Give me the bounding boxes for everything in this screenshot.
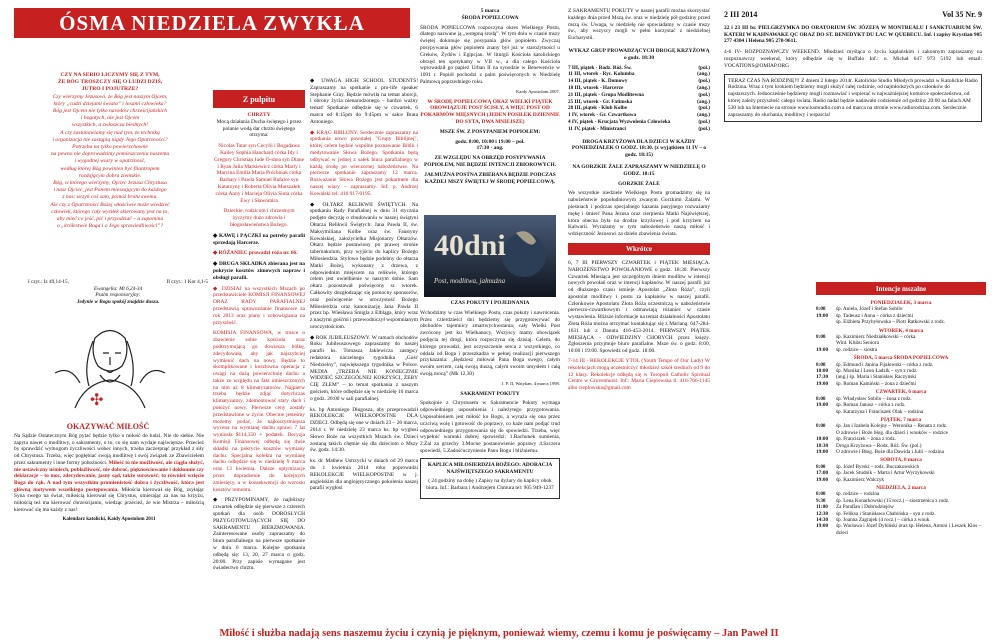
intencje-text: śp. rodzice – siostra bbox=[836, 346, 878, 353]
intencje-text: śp. Monika i Leon Ładzik – syn z rodz. bbox=[836, 368, 918, 375]
jesus-sketch-icon bbox=[35, 313, 185, 413]
group-name: 7 III, piątek - Rodz. Róż. Św. bbox=[568, 64, 632, 71]
krag-text: KRĄG BIBLIJNY. Serdecznie zapraszamy na spotkania nowo powstałej "Grupy Biblijnej", której celem będzie wspólne poznawanie Biblii i medytowanie Słowa Bożego. Spotkania będą odbywać w jednej z sałek biura parafialnego w każdą środę po wieczornej nabożeństwie. Na pierwsze spotkanie zapraszamy 12 marca. Rozważanie Słowa Bożego jest pokarmem dla naszej wiary – zapraszamy. Inf. p. Andrzej Kowalski tel: 416 917-0195. bbox=[310, 129, 418, 197]
readings bbox=[28, 279, 208, 305]
intencje-time: 9:30 bbox=[816, 497, 826, 504]
poem-line: i nasz Ojciec, jest Panem mieszającym do każdego bbox=[53, 187, 167, 194]
chrzty-title: CHRZTY bbox=[247, 112, 271, 118]
group-name: 14 III, piątek - K. Domowy bbox=[568, 78, 628, 85]
group-name: 4 IV, piątek - Krucjata Wyzwolenia Człowieka bbox=[568, 118, 671, 125]
intencje-text: Za Parafian i Dobrodziejów bbox=[836, 504, 894, 511]
intencje-text: śp. Joanna Zagrajek (4 rocz.) – córka z wnuk. bbox=[836, 517, 931, 523]
komisja-notice: KOMISJA FINANSOWA, w trosce o zbawienie sobie kościoła oraz podtrzymującą go dowiesza bólkę, zdecydowała, aby jak najszybciej wymienić dach na nowy. Będzie to skomplikowane i kosztowna operacja z uwagi na dużą powierzchnię dachu a także ze względu na fakt umieszczonych na nim aż 8 klimatyzatorów. Najpierw trzeba będzie zdjąć dotychczas klimatyzatory, zdemontować stary dach i położyć nowy. Pierwsze ceny zostały przedstawione w życie. Obecnie jesteśmy możemy podać, że najkorzystniejsza wycena na wymianę dachu sprawi 7 lat wyniosła $114,350 + podatek. Decyzja Komisji Finansowej odbędą się dwie składki na pokrycie kosztów wymiany dachu. Specjalna kolekta na wymianę dachu odbędzie się w niedzielę 9 marca oraz 13 kwietnia. Dalsze optymizacje przez dopradzenie do kolejnych zmiesięcy, a w konsekwencji do wzrostu kosztów remontu. bbox=[213, 330, 305, 493]
ks2-notice: ks. dr. Mathew Ustrzycki w dniach od 29 marca do 1 kwietnia 2014 roku poprowadzi REKOLEKCJE WIELKOPOSTNE w j. angielskim dla anglojęzycznego pokolenia naszej parafii wygłosi bbox=[310, 458, 418, 492]
droga-group-row bbox=[568, 92, 710, 99]
intencje-text: śp. Feliksa i Stanisława Chabińska – syn z rodz. bbox=[836, 510, 936, 517]
gospel: Ewangelia: Mt 6,24-34 bbox=[93, 285, 143, 292]
page-title bbox=[14, 8, 410, 38]
poem-line: Bóg, w którego wierzymy, Ojciec Jezusa Chrystusa bbox=[53, 180, 167, 187]
pulpit-column bbox=[213, 112, 305, 576]
intencje-text: śp. Wacława i Józef Dybiński oraz śp. Helena, Antoni i Leszek Klos – dzieci bbox=[836, 523, 982, 536]
uwaga-notice: ◆ UWAGA HIGH SCHOOL STUDENTS! Zapraszamy na spotkanie z pro-life speaker Stephanie Gray. Będzie mówiła na temat aborcji, i obrony życia nienarodzonego – bardzo ważny temat! Spotkanie odbędzie się w czwartek, 6 marca od 8:15pm do 9:45pm w sałce Brata Antoniego. bbox=[310, 78, 418, 125]
droga-group-row bbox=[568, 71, 710, 78]
kaplica-title: KAPLICA MIŁOSIERDZIA BOŻEGO: ADORACJA NAJŚWIĘTSZEGO SAKRAMENTU bbox=[427, 461, 553, 475]
poem-line: Potrzeba na tylko powierzchowne bbox=[72, 144, 148, 151]
chrzty-wish: Dzieckie, rodzicom i chrzestnym życzymy dużo zdrowia i błogosławieństwa Bożego. bbox=[223, 208, 295, 228]
sroda-src: Kaidy Apostolom 2007. bbox=[515, 88, 560, 94]
msze-times: godz. 8:00, 10:00 i 19:00 – pol. bbox=[455, 138, 525, 145]
intencje-time: 19:00 bbox=[816, 312, 829, 319]
intencje-list bbox=[816, 298, 986, 536]
col6 bbox=[724, 12, 982, 122]
intencje-text: śp. Jacek Studnik – Marta i Artur Wyrzykowski bbox=[836, 470, 935, 477]
droga-group-row bbox=[568, 78, 710, 85]
intencje-text: śp. Edmund i Janina Fijałowski – córka z rodz. bbox=[836, 361, 934, 368]
group-name: 28 III, piątek - Klub Kolbe bbox=[568, 105, 628, 112]
group-name: 11 III, wtorek - Ryc. Kolumba bbox=[568, 71, 635, 78]
group-lang: (pol.) bbox=[698, 118, 710, 125]
radio-text: TERAZ CZAS NA RODZINĘ!!! Z dniem 2 lutego 2014r. Katolickie Studio Młodych prowadzi w Katolickie Radio Rodzina. Wraz z tym krokiem będziemy mogli służyć całej rodzinie, od najmłodszych po członków do najstarszych. Jednocześnie będziemy mogli rozmawiać i wspierać w najważniejszej komórce społeczeństwa, od której zależy przyszłość całego świata. Radio nadal będzie nadawało codziennie od godziny 20:00 na falach AM 530 lub na Internecie na stronie www.ksmradio.com a od marca na stronie www.radiorodzina.com. Serdecznie zapraszamy do słuchania, modlitwy i wsparcia! bbox=[728, 77, 978, 118]
group-lang: (pol.) bbox=[698, 125, 710, 132]
intencje-time: 19:00 bbox=[816, 402, 829, 409]
intencje-time: 19:00 bbox=[816, 523, 829, 530]
page-title-text: ÓSMA NIEDZIELA ZWYKŁA bbox=[59, 10, 365, 35]
droga-group-row bbox=[568, 105, 710, 112]
intencje-text: śp. Katarzyna i Franciszek Olak – rodzina bbox=[836, 408, 924, 415]
intencje-text: śp. Kazimierz Walczyk bbox=[836, 476, 885, 483]
intencje-time: 14:30 bbox=[816, 517, 829, 523]
group-lang: (pol.) bbox=[698, 105, 710, 112]
poem-line: JUTRO I POJUTRZE? bbox=[81, 86, 139, 93]
intencje-time: 8:00 bbox=[816, 361, 826, 368]
droga-dzieci: DROGA KRZYŻOWA DLA DZIECI W KAŻDY PONIEDZIAŁEK O GODZ. 18:30. (z wyjątkiem 11 IV – o godz. 18:15) bbox=[571, 138, 707, 159]
intencje-day: PIĄTEK, 7 marca bbox=[880, 416, 922, 423]
poem-line: Czy wierzymy Jezusowi, że Bóg jest naszym Ojcem, bbox=[52, 93, 168, 100]
droga-group-row bbox=[568, 119, 710, 126]
intencje-text: śp. Roman Kamiński – żona z dziećmi bbox=[836, 380, 916, 387]
intencje-day: ŚRODA, 5 marca ŚRODA POPIELCOWA bbox=[853, 355, 949, 362]
intencje-text: Droga Krzyżowa – Rodz. Róż. Św. (pol.) bbox=[836, 442, 922, 449]
poem-line: rozdającym dobra ziemskie. bbox=[78, 172, 142, 179]
chrzty-names: Nicolas Tatar syn Cecylii i Bogadawa Kailey Sophia Hanchard córka Idy i Gregory Christian Jude O-shea syn Diane i Ryan Julia Markiewicz córka Marty i Marcina Emilia Maria Próchniak córka Barbary i Pawła Samuel Rafalce syn Katarzyny i Roberta Olivia Marszałek córka Anny i Macieja Olivia Siuta córka Ewy i Sławomira bbox=[214, 143, 304, 204]
intencje-header: Intencje mszalne bbox=[816, 282, 986, 295]
intencje-text: śp. Jan i Izabela Kolejny – Weronika – Renata z rodz. bbox=[836, 423, 948, 430]
droga-groups-list bbox=[568, 65, 710, 133]
group-lang: (pol.) bbox=[698, 78, 710, 85]
kaplica-box bbox=[420, 458, 560, 499]
intencje-day: SOBOTA, 8 marca bbox=[880, 457, 922, 464]
group-lang: (ang.) bbox=[697, 84, 710, 91]
intencje-time: 10:00 bbox=[816, 436, 829, 443]
intencje-row bbox=[816, 409, 986, 415]
intencje-time: 17:00 bbox=[816, 470, 829, 477]
poem-line: i bogatych, ale jest Ojcem bbox=[80, 115, 140, 122]
psalm-label: Psalm responsoryjny: bbox=[95, 292, 141, 299]
droga-group-row bbox=[568, 112, 710, 119]
intencje-time: 12:30 bbox=[816, 510, 829, 517]
jesus-illustration bbox=[16, 311, 204, 415]
photo-title: 40dni bbox=[434, 229, 506, 262]
wzgl-notice: ZE WZGLĘDU NA OBRZĘD POSYPYWANIA POPIOŁEM, NIE BĘDZIE INTENCJI ZBIOROWYCH. bbox=[423, 155, 557, 168]
poem bbox=[10, 72, 210, 230]
intencje-time: 11:00 bbox=[816, 504, 828, 511]
intencje-time: 10:00 bbox=[816, 368, 829, 375]
poem-line: i wygodnej wiary w opatrzność, bbox=[74, 158, 146, 165]
poem-line: o „królestwie Boga i o Jego sprawiedliwości”? bbox=[56, 223, 164, 230]
intencje-time: 19:00 bbox=[816, 448, 829, 455]
okazywac-text2: Miłościa kierował się Bóg, zsyłając Syna swego na świat, miłością kierował się Chrystus, umierając za nas na krzyżu, miłością też ma kierować chrześcijanin, wiedząc przecież, że wie Mistrza – miłością kierować się ma każdy z nas! bbox=[14, 486, 204, 513]
intencje-text: śp. Kazimierz Niedziałkowski – córka bbox=[836, 334, 916, 341]
post-notice: W ŚRODĘ POPIELCOWĄ ORAZ WIELKI PIĄTEK OBOWIĄZUJE POST ŚCISŁY, A WIĘC POST OD POKARMÓW MIĘSNYCH (JEDEN POSIŁEK DZIENNIE DO SYTA, DWA MNIEJSZE) bbox=[420, 98, 560, 125]
intencje-time: 19:00 bbox=[816, 380, 829, 387]
issue-volume: Vol 35 Nr. 9 bbox=[942, 10, 982, 19]
intencje-text: śp. Franciszek – żona z rodz. bbox=[836, 436, 897, 443]
mis-text: 6, 7 III PIERWSZY CZWARTEK i PIĄTEK MIESIĄCA. NABOŻEŃSTWO POWOŁANIOWE o godz. 18:30. Pierwszy Czwartek Miesiąca jest szczególnym dniem modlitw w intencji nowych powołań oraz w intencji kapłanów. W naszej parafii już od dłuższego czasu istnieje Apostolat „Złota Róża”, czyli apostolat modlitwy i postu za kapłanów w naszej parafii. Członkowie Apostolatu Złota Róża uczestniczą w nabożeństwie pierwszo-czwartkowym i odmawiają różaniec w czasie wystawienia. Bliższe informacje na temat działalności Apostolatu Złota Róża można otrzymać kontaktując się z Marianą: 647-284-1631 lub z Danuta 416-453-2014. PIERWSZY PIĄTEK MIESIĄCA - ODWIEDZINY CHORYCH przez księży. Zgłoszenia przyjmuje biuro parafialne. Msze św. o godz. 8:00, 10:00 i 19:00. Spowiedź od godz. 18:00. bbox=[568, 259, 710, 355]
poem-line: i organizacja nie zastąpią nigdy Jego Opatrzności? bbox=[52, 136, 168, 143]
footer-quote: Miłość i służba nadają sens naszemu życiu i czynią je pięknym, ponieważ wiemy, czemu i komu je poświęcamy – Jan Paweł II bbox=[219, 628, 779, 639]
okazywac-text: Na Sądzie Ostatecznym Bóg pytać będzie tylko o miłość do ludzi. Nie do siebie. Nie zapyta nawet o modlitwy, o sakramenty, o to, co się nam wydaje najświętsze. Przecież by sprawdzić wymogom życzliwości wobec innych, trzeba zaczerpnąć przykład z siły od Chrystusa. Trzeba, więc pogłębiać swoją modlitwę i swój związek ze Zbawicielem przez sakramenty i inne formy pobożności. bbox=[14, 433, 204, 466]
intencje-row bbox=[816, 319, 986, 325]
group-lang: (pol.) bbox=[698, 91, 710, 98]
intencje-time: 8:00 bbox=[816, 463, 826, 470]
intencje-text: śp. Tadeusz i Anna – córka z dziećmi bbox=[836, 312, 914, 319]
col3 bbox=[310, 78, 418, 496]
pielgrzymka-notice: 22 i 23 III br. PIELGRZYMKA DO ORATORIUM ŚW. JÓZEFA W MONTREALU I SANKTUARIUM ŚW. KATERI W KAHNAWAKE QC ORAZ DO ST. BENEDYKT DU LAC W QUEBECU. Inf. i zapisy Krystian 905 277 4304 i Helena 905 270-9611. bbox=[724, 24, 982, 45]
chrzty-text: Mocą działania Ducha świętego i przez polanie wodą dar chrztu świętego otrzyma: bbox=[216, 118, 302, 139]
reading-2: II czyt.: 1 Kor 4,1-5 bbox=[166, 279, 208, 285]
gorzkie-text: We wszystkie niedziele Wielkiego Postu gromadzimy się na nabożeństwie popołudniowym zwanym Gorzkimi Żalami. W pieśniach i podczas specjalnego kazania pasyjnego rozważamy mękę i śmierć Pana Jezusa oraz cierpienia Matki Najświętszej, która obecna była na drodze krzyżowej i pod krzyżem na Kalwarii. Wyrażamy w tym nabożeństwie naszą miłość i wdzięczność Jezusowi za dzieło zbawienia świata. bbox=[568, 190, 710, 238]
intencje-row bbox=[816, 381, 986, 387]
wykaz-title: WYKAZ GRUP PROWADZĄCYCH DROGĘ KRZYŻOWĄ o godz. 18:30 bbox=[568, 47, 710, 61]
ytl-text: 7-14 III - REKOLEKCJE YTOL (Youth Tempo of Our Lady) W rekolekcjach mogą uczestniczyć młodzież szkół średnich od 9 do 12 klasy. Rekolekcje odbędą się w Toropoli Catholic Spiritual Centre w Grovenhurst. Inf.: Maria Cieplowska tl. 416-766-1145 albo cieplowska@gmail.com bbox=[568, 358, 710, 392]
droga-group-row bbox=[568, 126, 710, 133]
issue-date: 2 III 2014 bbox=[724, 10, 758, 19]
droga-group-row bbox=[568, 65, 710, 72]
intencje-day: NIEDZIELA, 2 marca bbox=[876, 484, 926, 491]
intencje-row bbox=[816, 477, 986, 483]
intencje-time: 8:00 bbox=[816, 423, 826, 430]
msze-ang: 17:30 - ang. bbox=[476, 145, 504, 152]
intencje-time: 8:00 bbox=[816, 306, 826, 313]
intencje-day: CZWARTEK, 6 marca bbox=[875, 389, 927, 396]
group-lang: (pol.) bbox=[698, 64, 710, 71]
intencje-text: śp. Władysław Sobilo – żona z rodz. bbox=[836, 395, 912, 402]
col5 bbox=[568, 8, 710, 395]
poem-line: z nas: uczyń coś sam, pomóż bratu swemu. bbox=[62, 194, 158, 201]
czas-text: Wchodzimy w czas Wielkiego Postu, czas pokuty i nawrócenia. Przez czterdzieści dni będziemy się przygotowywać do obchodów tajemnicy zmartwychwstania; cały Wielki Post zwrócony jest ku Wielkanocy. Wszyscy mamy obowiązek podjęcia tej drogi, która rozpoczyna się dzisiaj. Celem, do którego prowadzi, jest oczyszczenie serca z wszystkiego, co oddala od Boga i przeszkadza w pełnej realizacji pierwszego przykazania: „Będziesz miłował Pana Boga swego, całym swoim sercem, całą swoją duszą, całym swoim umysłem i całą swoją mocą” (Mk 12,30) bbox=[420, 309, 560, 377]
intencje-time bbox=[816, 409, 836, 415]
intencje-text: śp. Elżbieta Przybyłowska – Piotr Ratkowski z rodz. bbox=[836, 319, 946, 326]
intencje-text: śp. Aniela, Józef i Stefan Sobilo bbox=[836, 306, 903, 313]
czas-title: CZAS POKUTY I POJEDNANIA bbox=[450, 300, 530, 306]
group-name: 25 III, wtorek - Gr. Fatimska bbox=[568, 98, 633, 105]
intencje-row bbox=[816, 523, 986, 536]
intencje-time: 17:30 bbox=[816, 374, 829, 381]
oltarz-notice: ◆ OŁTARZ RELIKWII ŚWIĘTYCH. Na spotkaniu Rady Parafialnej w dniu 31 stycznia podjęto decyzję o zbudowaniu w naszej świątyni Ołtarza Relikwii Świętych: Jana Pawła II, św. Maksymiliana Kolbe oraz św. Faustyny Kowalskiej, założycielka Misjonarzy Ołtarzów. Ołtarz będzie postawiony po prawej stronie tabernakulum, przy wyjściu do kaplicy Bożego Miłosierdzia. Stylowo będzie podobny do ołtarza Matki Bożej, wykonany z drzewa, z odpowiednim miejscem na relikwie, którego celem jest uwielbienie w naszym dobie. Sam ołtarz pozostawał poświęcony sr. wtorek. Całkowity dozgłodzając się pomocny sponsorów, oraz poświęcenie w uroczystość Bożego Miłosierdzia oraz kanonizację Jana Pawła II przez bp. Wiesława Śmigla z Elbląga, który wraz z naszymi gośćmi i przewodniczył wspomnianym uroczystościom. bbox=[310, 201, 418, 330]
poem-line: A czy zastanawiamy się nad tym, że techniką bbox=[60, 129, 160, 136]
pulpit-header: Z pulpitu bbox=[213, 90, 305, 108]
sroda-title: ŚRODA POPIELCOWA bbox=[461, 14, 519, 21]
druga-notice: ◆ DRUGA SKŁADKA zbierana jest na pokrycie kosztów zimowych napraw i obsługi parafii. bbox=[213, 261, 305, 281]
poem-line: według której Bóg powinien być filantropem bbox=[60, 165, 160, 172]
poem-line: Ale czy z Opatrzności Bożej właściwie może wiedzieć bbox=[50, 201, 170, 208]
group-name: 21 III, piątek - Grupa Modlitewna bbox=[568, 91, 644, 98]
oltarz-text: OŁTARZ RELIKWII ŚWIĘTYCH. Na spotkaniu Rady Parafialnej w dniu 31 stycznia podjęto decyzję o zbudowaniu w naszej świątyni Ołtarza Relikwii Świętych: Jana Pawła II, św. Maksymiliana Kolbe oraz św. Faustyny Kowalskiej, założycielka Misjonarzy Ołtarzów. Ołtarz będzie postawiony po prawej stronie tabernakulum, przy wyjściu do kaplicy Bożego Miłosierdzia. Stylowo będzie podobny do ołtarza Matki Bożej, wykonany z drzewa, z odpowiednim miejscem na relikwie, którego celem jest uwielbienie w naszym dobie. Sam ołtarz pozostawał poświęcony sr. wtorek. Całkowity dozgłodzając się pomocny sponsorów, oraz poświęcenie w uroczystość Bożego Miłosierdzia oraz kanonizację Jana Pawła II przez bp. Wiesława Śmigla z Elbląga, który wraz z naszymi gośćmi i przewodniczył wspomnianym uroczystościom. bbox=[310, 201, 418, 330]
intencje-time: 19:00 bbox=[816, 476, 829, 483]
group-name: 11 IV, piątek - Ministranci bbox=[568, 125, 626, 132]
intencje-text: O zdrowie i Boże błog. dla dzieci i wnuków – rodzice bbox=[836, 429, 948, 436]
intencje-time: 19:00 bbox=[816, 346, 829, 353]
poem-line: człowiek, którego cały wysiłek skierowany jest na to, bbox=[51, 208, 169, 215]
poem-line: wszystkich, a zwłaszcza biednych! bbox=[71, 122, 149, 129]
okazywac-red-text: Miłość to nie możliwość, ale ciągła służyć, nie ustawiczny uśmiech, pobłażliwość, nie dobroć, pięknościowanie i dokłonnie czy deklaracje – to moc, zdecydowanie, jasny sąd, także surowość; to również wzięcie Boga do rąk. A nad tym wszystkim promienistość dobra i życzliwość, która jest główną motywem wszelkiego postępowania. bbox=[14, 459, 204, 493]
intencje-text: (ang.) śp. Maria i Stanisław Raczynski bbox=[836, 374, 917, 381]
psalm: Jedynie w Bogu spokój znajdzie dusza. bbox=[76, 298, 160, 305]
sroda-date: 5 marca bbox=[480, 8, 500, 14]
przypominamy-notice: ◆ PRZYPOMINAMY, że najbliższy czwartek odbędzie się pierwsze z czterech spotkań dla osób DOROSŁYCH PRZYGOTOWUJĄCYCH SIĘ DO SAKRAMENTU BIERZMOWANIA. Zainteresowane osoby zapraszamy do biura parafialnego na pierwsze spotkanie w dniu 6 marca. Kolejne spotkania odbędą się: 13, 20, 27 marca o godz. 20:00. Przy zapisie wymagane jest świadectwo chrztu. bbox=[213, 497, 305, 572]
sroda-intro: ŚRODA POPIELCOWA rozpoczyna okres Wielkiego Postu, dlatego nazwane ją „wstępną środą”. W tym dniu w czasie mszy świętej dokonuje się posypania głów popiołem. Zwyczaj posypywania głów popiołem znany był już w starożytności u Greków, Żydów i Egipcjan. W liturgii Kościoła katolickiego obrzęd ten spotykamy w VII w., a dla całego Kościoła wprowadził go papież Urban II na synodzie w Benewencie w 1091 r. Popiół pochodzi z palm poświęconych w Niedzielę Palmową poprzedniego roku. bbox=[420, 24, 560, 85]
gorzkie-title: GORZKIE ŻALE bbox=[618, 180, 660, 187]
issue-header bbox=[724, 12, 982, 19]
intencje-text: śp. Lena Konarkowski (15 rocz.) – siostrzenica z rodz. bbox=[836, 497, 950, 504]
krag-notice: ◆ KRĄG BIBLIJNY. Serdecznie zapraszamy na spotkania nowo powstałej "Grupy Biblijnej", której celem będzie wspólne poznawanie Biblii i medytowanie Słowa Bożego. Spotkania będą odbywać w jednej z sałek biura parafialnego w każdą środę po wieczornej nabożeństwie. Na pierwsze spotkanie zapraszamy 12 marca. Rozważanie Słowa Bożego jest pokarmem dla naszej wiary – zapraszamy. Inf. p. Andrzej Kowalski tel: 416 917-0195. bbox=[310, 129, 418, 197]
rok-text: ROK JUBILEUSZOWY. W ramach obchodów Roku Jubileuszowego zapraszamy do naszej parafii ks. Tomasza Jaklewicza zastępcy redaktora naczelnego tygodnika „Gość Niedzielny”, największego tygodnika w Polsce. MEDIA „TRZEBA NIE KONIECZNIE WIDZIEĆ SZCZEGÓLNEJ KORZYŚCI, ŻEBY CIĘ ZŁEM” – to temat spotkania z naszym gościem, które odbędzie się w niedzielę 16 marca o godz. 20:00 w sali parafialnej. bbox=[310, 334, 418, 402]
msze-title: MSZE ŚW. Z POSYPANIEM POPIOŁEM: bbox=[439, 128, 541, 135]
intencje-day: WTOREK, 4 marca bbox=[878, 327, 924, 334]
reading-1: I czyt.: Iz 49,14-15, bbox=[28, 279, 69, 285]
poem-line: który „cudzi dziejami świata” i losami człowieka? bbox=[53, 100, 167, 107]
radio-notice bbox=[724, 74, 982, 123]
dzisiaj-notice: ◆ DZISIAJ na wszystkich Mszach po przedstawiciele KOMISJI FINANSOWEJ ORAZ RADY PARAFIALNEJ przedstawią sprawozdanie finansowe za rok 2013 oraz plany i zobowiązania na przyszłość. bbox=[213, 285, 305, 326]
photo-subtitle: Post, modlitwa, jałmużna bbox=[434, 277, 506, 285]
gorzkie-header: NA GORZKIE ŻALE ZAPRASZAMY W NIEDZIELĘ O GODZ. 18:15 bbox=[572, 163, 706, 177]
intencje-text: Wint. Klubu Seniora bbox=[836, 340, 879, 347]
uwaga-text: UWAGA HIGH SCHOOL STUDENTS! Zapraszamy na spotkanie z pro-life speaker Stephanie Gray. Będzie mówiła na temat aborcji, i obrony życia nienarodzonego – bardzo ważny temat! Spotkanie odbędzie się w czwartek, 6 marca od 8:15pm do 9:45pm w sałce Brata Antoniego. bbox=[310, 78, 418, 125]
okazywac-title: OKAZYWAĆ MIŁOŚĆ bbox=[66, 422, 150, 431]
sakr-text: Spokojnie z Chrystusem w Sakramencie Pokuty wymaga odpowiedniego usposobienia i należytego przygotowania. Usposobieniem jest miłość ku Bogu, a wyraża się ona przez uczciwą wolę i gotowość do poprawy, co każe nam podjąć trud odpowiedniego przygotowania się do spowiedzi. Trzeba, więc wypełnić warunki dobrej spowiedzi: 1.Rachunek sumienia, 2.Żal za grzechy 3.Mocne postanowienie poprawy 4.Szczera spowiedź, 5.Zadośćuczynienie Panu Bogu i bliźniemu. bbox=[420, 400, 560, 454]
intencje-time: 8:00 bbox=[816, 395, 826, 402]
droga-group-row bbox=[568, 85, 710, 92]
intencje-time: 8:00 bbox=[816, 491, 826, 498]
kawa-text: KAWĘ i PĄCZKI na potreby parafii sprzedają Harcerze. bbox=[213, 232, 305, 246]
spowiedz-text: Z SAKRAMENTU POKUTY w naszej parafii można skorzystać każdego dnia przed Mszą św. oraz w niedzielę pół godziny przed mszą św. Uwaga, w niedzielę nie spowiadamy w czasie mszy św., aby wszyscy mogli w pełni korzystać z niedzielnej Eucharystii. bbox=[568, 8, 710, 42]
intencje-time: 8:00 bbox=[816, 334, 826, 341]
poem-line: na pewno nie doprowadzimy pomieszczenia naszemu bbox=[50, 151, 170, 158]
intencje-time: 18:30 bbox=[816, 442, 829, 449]
kaplica-text: ( 24 godziny na dobę ) Zapisy na dyżury do kaplicy obok biura. Inf.: Barbara i Andrzejem Chmura tel: 905 949-1237 bbox=[426, 478, 554, 492]
col4-lower bbox=[420, 300, 560, 499]
jalm-notice: JAŁMUŻNA POSTNA ZBIERANA BĘDZIE PODCZAS KAŻDEJ MSZY ŚWIĘTEJ W ŚRODĘ POPIELCOWĄ. bbox=[424, 171, 556, 185]
intencje-row bbox=[816, 347, 986, 353]
poem-line: CZY NA SERIO LICZYMY SIĘ Z TYM, bbox=[60, 72, 160, 78]
droga-group-row bbox=[568, 99, 710, 106]
poem-line: aby mieć co jeść, pić i przyodziać – a zapomina bbox=[56, 216, 164, 223]
kawa-notice: ◆ KAWĘ i PĄCZKI na potreby parafii sprzedają Harcerze. bbox=[213, 232, 305, 246]
svg-text:✣: ✣ bbox=[90, 392, 104, 409]
intencje-time bbox=[816, 319, 836, 325]
weekend-notice: 4-6 IV- ROZPOZNAWCZY WEEKEND. Młodzież myśląca o życiu kapłańskim i zakonnym zapraszamy na rozpoznawczy weekend, który odbędzie się w Buffalo Inf.: o. Michał 647 973 5192 lub email: VOCATIONS@OMIAP.ORG bbox=[724, 49, 982, 69]
rok-notice: ◆ ROK JUBILEUSZOWY. W ramach obchodów Roku Jubileuszowego zapraszamy do naszej parafii ks. Tomasza Jaklewicza zastępcy redaktora naczelnego tygodnika „Gość Niedzielny”, największego tygodnika w Polsce. MEDIA „TRZEBA NIE KONIECZNIE WIDZIEĆ SZCZEGÓLNEJ KORZYŚCI, ŻEBY CIĘ ZŁEM” – to temat spotkania z naszym gościem, które odbędzie się w niedzielę 16 marca o godz. 20:00 w sali parafialnej. bbox=[310, 334, 418, 402]
group-lang: (ang.) bbox=[697, 112, 710, 119]
okazywac-body bbox=[14, 433, 204, 524]
dzisiaj-text: DZISIAJ na wszystkich Mszach po przedstawiciele KOMISJI FINANSOWEJ ORAZ RADY PARAFIALNEJ przedstawią sprawozdanie finansowe za rok 2013 oraz plany i zobowiązania na przyszłość. bbox=[213, 285, 305, 326]
intencje-text: O zdrowie i Błog. Boże dla Dawida i Julii – rodzina bbox=[836, 448, 944, 455]
rozaniec-notice: ◆ RÓŻANIEC prowadzi róża nr. 66. bbox=[213, 250, 298, 257]
intencje-text: śp. rodzice – rodzina bbox=[836, 491, 880, 498]
lent-photo bbox=[424, 215, 556, 297]
intencje-day: PONIEDZIAŁEK, 3 marca bbox=[870, 300, 932, 306]
group-lang: (ang.) bbox=[697, 71, 710, 78]
okazywac-footer: Kalendarz katolicki, Kaidy Apostolom 2011 bbox=[62, 517, 156, 523]
sakr-title: SAKRAMENT POKUTY bbox=[460, 390, 520, 397]
przypominamy-text: PRZYPOMINAMY, że najbliższy czwartek odbędzie się pierwsze z czterech spotkań dla osób DOROSŁYCH PRZYGOTOWUJĄCYCH SIĘ DO SAKRAMENTU BIERZMOWANIA. Zainteresowane osoby zapraszamy do biura parafialnego na pierwsze spotkanie w dniu 6 marca. Kolejne spotkania odbędą się: 13, 20, 27 marca o godz. 20:00. Przy zapisie wymagane jest świadectwo chrztu. bbox=[213, 497, 305, 572]
group-lang: (ang.) bbox=[697, 98, 710, 105]
ks-notice: ks. bp Antoniego Długosza, aby przeprowadził REKOLEKCJE WIELKOPOSTNE DLA DZIECI. Odbędą się one w dniach 23 – 26 marca, 2014 r. W niedzielę 23 marca ks. bp wygłosi Słowo Boże na wszystkich Mszach św. Dzieci zostaną takich chętnie się dla dzieciom o Mszy św. godz. 14:30. bbox=[310, 406, 418, 454]
rozaniec-text: RÓŻANIEC prowadzi róża nr. 66. bbox=[218, 250, 298, 257]
wkrotce-header: Wkrótce bbox=[568, 243, 710, 255]
group-name: 1 IV, wtorek - Gr. Czwartkowa bbox=[568, 112, 637, 119]
col4 bbox=[420, 8, 560, 188]
intencje-text: śp. Józef Byrski – rodz. Buczakowskich bbox=[836, 463, 920, 470]
czas-src: J. P. II, Watykan, 4 marca 1998. bbox=[501, 380, 560, 386]
poem-line: ŻE BÓG TROSZCZY SIĘ O LUDZI DZIŚ, bbox=[57, 79, 163, 86]
group-name: 18 III, wtorek - Harcerze bbox=[568, 84, 624, 91]
intencje-row bbox=[816, 449, 986, 455]
druga-text: DRUGA SKŁADKA zbierana jest na pokrycie kosztów zimowych napraw i obsługi parafii. bbox=[213, 261, 305, 281]
intencje-text: śp. Roman Janusz – córka z rodz. bbox=[836, 402, 906, 409]
poem-line: Bóg jest Ojcem nie tylko narodów chrześcijańskich bbox=[52, 108, 168, 115]
